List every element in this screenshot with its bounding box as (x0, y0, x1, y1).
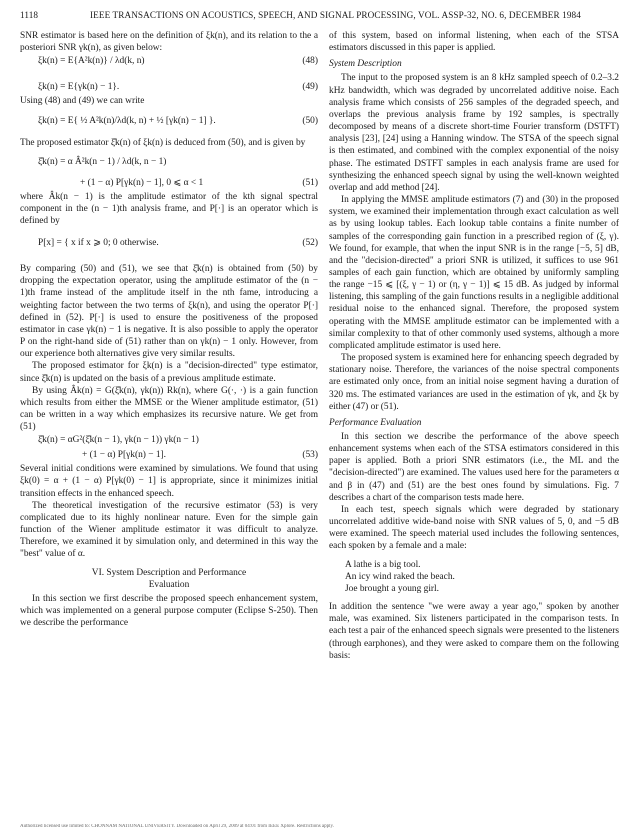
paragraph: Using (48) and (49) we can write (20, 96, 145, 107)
page-number: 1118 (20, 10, 39, 20)
subsection-heading: Performance Evaluation (329, 417, 422, 428)
paragraph: In addition the sentence "we were away a year ago," spoken by another male, was examined. Six listeners participated in the comparison tests. In each test a pair of the enhanced speech signals were presented to the listeners (through earphones), and they were asked to compare them on the following basis: (329, 602, 619, 661)
paragraph: The proposed estimator ξ̂k(n) of ξk(n) is deduced from (50), and is given by (20, 138, 306, 149)
equation-number: (49) (302, 82, 318, 93)
download-notice: Authorized licensed use limited to: CHONNAM NATIONAL UNIVERSITY. Downloaded on April 29, 2009 at 04:01 from IEEE Xplore. Restrictions apply. (20, 824, 334, 829)
paragraph: By using Âk(n) = G(ξ̂k(n), γk(n)) Rk(n), where G(·, ·) is a gain function which results from either the MMSE or the Wiener amplitude estimator, (51) can be written in a way which emphasizes its recursive nature. We get from (51) (20, 385, 318, 433)
equation-53-line1 (20, 433, 318, 448)
paragraph: where Âk(n − 1) is the amplitude estimator of the kth signal spectral component in the (n − 1)th analysis frame, and P[·] is an operator which is defined by (20, 191, 318, 226)
equation-51-line1 (20, 150, 318, 176)
list-item: A lathe is a big tool. (345, 559, 421, 570)
equation-text: ξ̂k(n) = αG²(ξ̂k(n − 1), γk(n − 1)) γk(n − 1) (38, 435, 199, 446)
equation-49 (20, 80, 318, 95)
equation-number: (50) (302, 116, 318, 127)
paragraph: The proposed system is examined here for enhancing speech degraded by stationary noise. Therefore, the variances of the noise spectral components are estimated only once, from an initial noise segment having a duration of 320 ms. The estimated variances are used in the estimation of γk, and ξk by either (47) or (51). (329, 353, 619, 412)
equation-text: ξk(n) = E{γk(n) − 1}. (38, 82, 120, 93)
paragraph: The proposed estimator for ξk(n) is a "decision-directed" type estimator, since ξ̂k(n) is updated on the basis of a previous amplitude estimate. (20, 361, 318, 384)
paragraph: SNR estimator is based here on the definition of ξk(n), and its relation to the a posteriori SNR γk(n), as given below: (20, 31, 318, 54)
list-item: Joe brought a young girl. (345, 583, 439, 594)
equation-number: (53) (302, 450, 318, 461)
paragraph: The theoretical investigation of the recursive estimator (53) is very complicated due to its highly nonlinear nature. Even for the simple gain function of the Wiener amplitude estimator it was difficult to analyze. Therefore, we examined it by simulation only, and determined in this way the "best" value of α. (20, 500, 318, 560)
section-heading-line: VI. System Description and Performance (91, 567, 247, 578)
equation-text: ξ̂k(n) = α Â²k(n − 1) / λd(k, n − 1) (38, 156, 167, 167)
section-heading-line: Evaluation (148, 579, 190, 590)
equation-number: (48) (302, 56, 318, 67)
left-column (20, 30, 318, 629)
equation-text: P[x] = { x if x ⩾ 0; 0 otherwise. (38, 238, 159, 249)
paragraph: In applying the MMSE amplitude estimators (7) and (30) in the proposed system, we examined their implementation through exact calculation as well as by using lookup tables. Each lookup table contains a finite number of samples of the corresponding gain function in a prescribed region of (ξ, γ). We found, for example, that when the input SNR is in the range [−5, 5] dB, and the "decision-directed" a priori SNR is utilized, it suffices to use 961 samples of each gain function, which are obtained by uniformly sampling the range −15 ⩽ [(ξ, γ − 1) or (η, γ − 1)] ⩽ 15 dB. As judged by informal listening, this sampling of the gain functions results in a negligible additional residual noise to the enhanced signal. Therefore, the proposed system operating with the MMSE amplitude estimator can be implemented with a similar complexity to that of other commonly used systems, although a more complicated amplitude estimator is used here. (329, 195, 619, 351)
equation-50 (20, 107, 318, 137)
paragraph: of this system, based on informal listening, when each of the STSA estimators discussed in this paper is applied. (329, 31, 619, 54)
paragraph: The input to the proposed system is an 8 kHz sampled speech of 0.2–3.2 kHz bandwidth, which was degraded by uncorrelated additive noise. Each analysis frame which consists of 256 samples of the degraded speech, and overlaps the previous analysis frame by 192 samples, is spectrally decomposed by means of a discrete short-time Fourier transform (DSTFT) analysis [23], [24] using a Hanning window. The STSA of the speech signal is then estimated, and combined with the complex exponential of the noisy phase. The estimated DSTFT samples in each analysis frame are used for synthesizing the enhanced speech signal by using the well-known weighted overlap and add method [24]. (329, 73, 619, 193)
subsection-heading: System Description (329, 59, 402, 70)
sentence-list (345, 559, 619, 595)
equation-number: (52) (302, 238, 318, 249)
equation-text: ξk(n) = E{ ½ A²k(n)/λd(k, n) + ½ [γk(n) − 1] }. (38, 116, 216, 127)
equation-53-line2 (20, 448, 318, 463)
section-heading (20, 567, 318, 591)
right-column (329, 30, 619, 662)
paragraph: By comparing (50) and (51), we see that ξ̂k(n) is obtained from (50) by dropping the expectation operator, using the amplitude estimator of the (n − 1)th frame instead of the amplitude itself in the nth fame, introducing a weighting factor between the two terms of ξk(n), and using the operator P[·] defined in (52). P[·] is used to ensure the positiveness of the proposed estimator in case γk(n) − 1 is negative. It is also possible to apply the operator P on the right-hand side of (51) rather than on γk(n) − 1 only. However, from our experience both alternatives give very similar results. (20, 264, 318, 360)
paragraph: In this section we first describe the proposed speech enhancement system, which was implemented on a general purpose computer (Eclipse S-250). Then we describe the performance (20, 593, 318, 629)
equation-51-line2 (20, 176, 318, 191)
paragraph: In this section we describe the performance of the above speech enhancement systems when each of the STSA estimators considered in this paper is applied. Both a priori SNR estimators (i.e., the ML and the "decision-directed") are examined. The values used here for the parameters α and β in (47) and (51) are the best ones found by simulations. Fig. 7 describes a chart of the comparison tests made here. (329, 432, 619, 503)
equation-text: + (1 − α) P[γk(n) − 1]. (82, 450, 167, 461)
paragraph: In each test, speech signals which were degraded by stationary uncorrelated additive wide-band noise with SNR values of 5, 0, and −5 dB were examined. The speech material used includes the following sentences, each spoken by a female and a male: (329, 504, 619, 552)
paragraph: Several initial conditions were examined by simulations. We found that using ξk(0) = α + (1 − α) P[γk(0) − 1] is appropriate, since it minimizes initial transition effects in the enhanced speech. (20, 464, 318, 499)
equation-number: (51) (302, 177, 318, 188)
equation-52 (20, 227, 318, 263)
running-header (20, 10, 618, 26)
equation-text: + (1 − α) P[γk(n) − 1], 0 ⩽ α < 1 (80, 177, 204, 188)
list-item: An icy wind raked the beach. (345, 571, 455, 582)
equation-48 (20, 54, 318, 80)
equation-text: ξk(n) = E{A²k(n)} / λd(k, n) (38, 56, 145, 67)
journal-title: IEEE TRANSACTIONS ON ACOUSTICS, SPEECH, AND SIGNAL PROCESSING, VOL. ASSP-32, NO. 6, DECEMBER 1984 (90, 10, 581, 20)
